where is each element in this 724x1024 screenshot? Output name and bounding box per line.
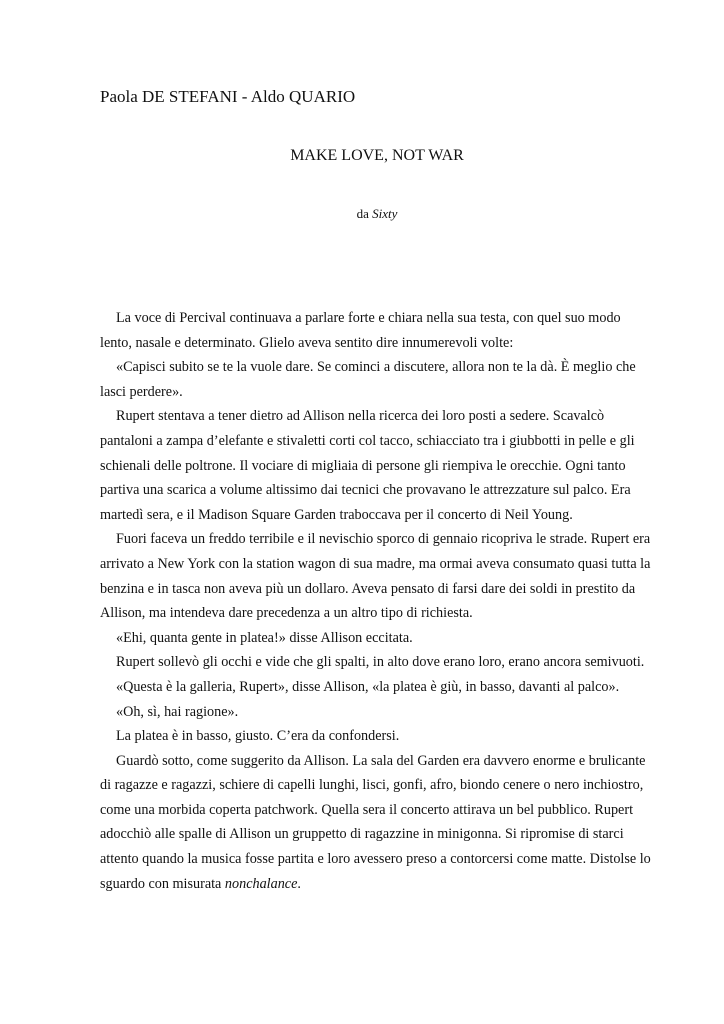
- paragraph: La platea è in basso, giusto. C’era da confondersi.: [116, 728, 400, 745]
- paragraph-italic: nonchalance: [224, 875, 298, 892]
- source-work: Sixty: [372, 206, 398, 221]
- paragraph: «Questa è la galleria, Rupert», disse Allison, «la platea è giù, in basso, davanti al palco».: [116, 678, 620, 695]
- paragraph: «Oh, sì, hai ragione».: [116, 703, 239, 720]
- paragraph-after: .: [297, 875, 301, 892]
- paragraph-text: Guardò sotto, come suggerito da Allison. La sala del Garden era davvero enorme e brulicante di ragazze e ragazzi, schiere di capelli lunghi, lisci, gonfi, afro, biondo cenere o nero inchiostro, come una morbida coperta patchwork. Quella sera il concerto attirava un bel pubblico. Rupert adocchiò alle spalle di Allison un gruppetto di ragazzine in minigonna. Si ripromise di starci attento quando la musica fosse partita e loro avessero preso a contorcersi come matte. Distolse lo sguardo con misurata: [100, 752, 651, 892]
- story-title: MAKE LOVE, NOT WAR: [290, 147, 464, 164]
- paragraph: La voce di Percival continuava a parlare forte e chiara nella sua testa, con quel suo modo lento, nasale e determinato. Glielo aveva sentito dire innumerevoli volte:: [100, 310, 621, 351]
- paragraph: [100, 749, 652, 897]
- authors-line: Paola DE STEFANI - Aldo QUARIO: [100, 87, 356, 106]
- paragraph: Rupert stentava a tener dietro ad Allison nella ricerca dei loro posti a sedere. Scavalcò pantaloni a zampa d’elefante e stivaletti corti col tacco, schiacciato tra i giubbotti in pelle e gli schienali delle poltrone. Il vociare di migliaia di persone gli riempiva le orecchie. Ogni tanto partiva una scarica a volume altissimo dai tecnici che provavano le attrezzature sul palco. Era martedì sera, e il Madison Square Garden traboccava per il concerto di Neil Young.: [100, 408, 635, 523]
- paragraph: Rupert sollevò gli occhi e vide che gli spalti, in alto dove erano loro, erano ancora semivuoti.: [116, 654, 645, 671]
- story-body: [100, 306, 652, 896]
- paragraph: «Capisci subito se te la vuole dare. Se cominci a discutere, allora non te la dà. È meglio che lasci perdere».: [100, 359, 636, 400]
- source-line: [0, 204, 724, 224]
- paragraph: Fuori faceva un freddo terribile e il nevischio sporco di gennaio ricopriva le strade. Rupert era arrivato a New York con la station wagon di sua madre, ma ormai aveva consumato quasi tutta la benzina e in tasca non aveva più un dollaro. Aveva pensato di farsi dare dei soldi in prestito da Allison, ma intendeva dare precedenza a un altro tipo di richiesta.: [100, 531, 651, 622]
- source-prefix: da: [356, 206, 369, 221]
- paragraph: «Ehi, quanta gente in platea!» disse Allison eccitata.: [116, 629, 413, 646]
